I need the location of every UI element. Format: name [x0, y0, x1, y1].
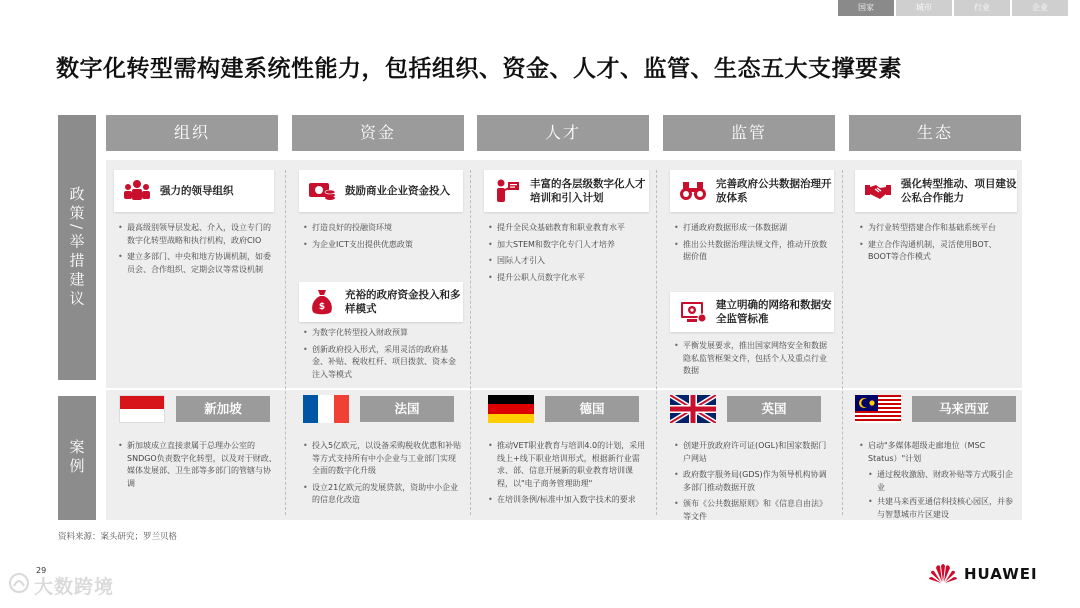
list-item: • 为数字化转型投入财政预算	[303, 327, 463, 340]
list-item: • 为企业ICT支出提供优惠政策	[303, 239, 463, 252]
card-security-standards	[670, 292, 834, 332]
bullet-list	[303, 222, 463, 255]
list-item: • 政府数字服务局(GDS)作为领导机构协调多部门推动数据开放	[674, 469, 834, 494]
case-country-singapore: 新加坡	[176, 396, 270, 422]
card-title: 强化转型推动、项目建设公私合作能力	[901, 178, 1017, 204]
source-note: 资料来源：案头研究；罗兰贝格	[58, 532, 178, 542]
case-bullet-list	[303, 440, 463, 511]
flag-singapore-icon	[119, 395, 165, 423]
column-separator	[656, 170, 657, 515]
column-header-organization: 组织	[106, 115, 278, 151]
card-title: 完善政府公共数据治理开放体系	[716, 178, 832, 204]
card-government-funding	[299, 282, 463, 322]
list-item: • 加大STEM和数字化专门人才培养	[488, 239, 648, 252]
list-item: • 新加坡成立直接隶属于总理办公室的SNDGO负责数字化转型，以及对于财政、媒体发展部、卫生部等多部门的管辖与协调	[118, 440, 278, 490]
case-country-uk: 英国	[727, 396, 821, 422]
svg-text:$: $	[318, 302, 326, 312]
list-item: • 创新政府投入形式，采用灵活的政府基金、补贴、税收杠杆、项目拨款、资本金注入等模式	[303, 344, 463, 382]
list-item: • 国际人才引入	[488, 255, 648, 268]
list-item: • 平衡发展要求，推出国家网络安全和数据隐私监管框架文件，包括个人及重点行业数据	[674, 340, 834, 378]
column-header-ecosystem: 生态	[849, 115, 1021, 151]
bullet-list	[118, 222, 274, 280]
card-title: 鼓励商业企业资金投入	[345, 185, 450, 197]
list-item: • 提升公职人员数字化水平	[488, 272, 648, 285]
card-business-funding	[299, 170, 463, 212]
card-title: 强力的领导组织	[160, 185, 234, 197]
column-header-regulation: 监管	[663, 115, 835, 151]
binoculars-icon	[678, 176, 708, 206]
row-label-case: 案例	[58, 396, 96, 520]
page-title: 数字化转型需构建系统性能力，包括组织、资金、人才、监管、生态五大支撑要素	[56, 56, 902, 82]
list-item: • 推动VET职业教育与培训4.0的计划，采用线上+线下职业培训形式，根据新行业需求、部、信息开展新的职业教育培训课程，以"电子商务管理助理"	[488, 440, 648, 490]
card-leadership	[114, 170, 274, 212]
tab-enterprise[interactable]: 企业	[1012, 0, 1068, 16]
watermark-logo-icon	[8, 572, 30, 599]
case-bullet-list	[859, 440, 1017, 523]
case-country-malaysia: 马来西亚	[912, 396, 1016, 422]
list-item: • 建立多部门、中央和地方协调机制，如委员会、合作组织、定期会议等常设机制	[118, 251, 274, 276]
tab-industry[interactable]: 行业	[954, 0, 1010, 16]
row-divider	[106, 388, 1022, 390]
column-header-funding: 资金	[292, 115, 464, 151]
case-country-germany: 德国	[545, 396, 639, 422]
case-bullet-list	[488, 440, 648, 511]
list-item: • 启动"多媒体超级走廊地位（MSC Status）"计划	[859, 440, 1017, 465]
list-item: • 投入5亿欧元，以设备采购税收优惠和补贴等方式支持所有中小企业与工业部门实现全面的数字化升级	[303, 440, 463, 478]
list-item: • 在培训条例/标准中加入数字技术的要求	[488, 494, 648, 507]
list-item: • 提升全民众基础教育和职业教育水平	[488, 222, 648, 235]
column-separator	[285, 170, 286, 515]
list-item: • 建立合作沟通机制，灵活使用BOT、BOOT等合作模式	[859, 239, 1017, 264]
column-separator	[470, 170, 471, 515]
list-item: • 颁布《公共数据原则》和《信息自由法》等文件	[674, 498, 834, 523]
talent-people-icon	[492, 176, 522, 206]
huawei-petals-icon	[928, 560, 958, 588]
list-item: • 推出公共数据治理法规文件，推动开放数据价值	[674, 239, 834, 264]
flag-france-icon	[303, 395, 349, 423]
bullet-list	[674, 222, 834, 268]
card-public-private-partnership	[855, 170, 1017, 212]
list-item: • 打通政府数据形成一体数据湖	[674, 222, 834, 235]
watermark: 大数跨境	[8, 572, 114, 599]
list-item: • 为行业转型搭建合作和基础系统平台	[859, 222, 1017, 235]
card-title: 建立明确的网络和数据安全监管标准	[716, 299, 832, 325]
flag-malaysia-icon	[855, 395, 901, 423]
tab-city[interactable]: 城市	[896, 0, 952, 16]
top-nav	[838, 0, 1068, 16]
handshake-icon	[863, 176, 893, 206]
row-label-policy: 政策/举措建议	[58, 115, 96, 380]
bullet-list	[859, 222, 1017, 268]
leader-group-icon	[122, 176, 152, 206]
page-number: 29	[36, 566, 47, 575]
card-title: 充裕的政府资金投入和多样模式	[345, 289, 461, 315]
flag-germany-icon	[488, 395, 534, 423]
case-country-france: 法国	[360, 396, 454, 422]
list-item: • 最高级别领导层发起、介入，设立专门的数字化转型战略和执行机构，政府CIO	[118, 222, 274, 247]
list-item: • 设立21亿欧元的发展贷款，资助中小企业的信息化改造	[303, 482, 463, 507]
case-bullet-list	[674, 440, 834, 527]
list-item: • 通过税收激励、财政补贴等方式吸引企业	[859, 469, 1017, 494]
bullet-list	[303, 327, 463, 385]
bullet-list	[674, 340, 834, 382]
column-separator	[842, 170, 843, 515]
card-public-data	[670, 170, 834, 212]
tab-country[interactable]: 国家	[838, 0, 894, 16]
money-bag-icon	[307, 287, 337, 317]
list-item: • 创建开放政府许可证(OGL)和国家数据门户网站	[674, 440, 834, 465]
bullet-list	[488, 222, 648, 288]
flag-uk-icon	[670, 395, 716, 423]
case-bullet-list	[118, 440, 278, 494]
card-title: 丰富的各层级数字化人才培训和引入计划	[530, 178, 646, 204]
security-settings-icon	[678, 297, 708, 327]
column-header-talent: 人才	[477, 115, 649, 151]
money-coins-icon	[307, 176, 337, 206]
list-item: • 共建马来西亚通信科技核心园区，并参与智慧城市片区建设	[859, 496, 1017, 521]
brand-name: HUAWEI	[964, 565, 1038, 583]
huawei-logo	[928, 560, 1038, 588]
card-talent-programs	[484, 170, 649, 212]
list-item: • 打造良好的投融资环境	[303, 222, 463, 235]
